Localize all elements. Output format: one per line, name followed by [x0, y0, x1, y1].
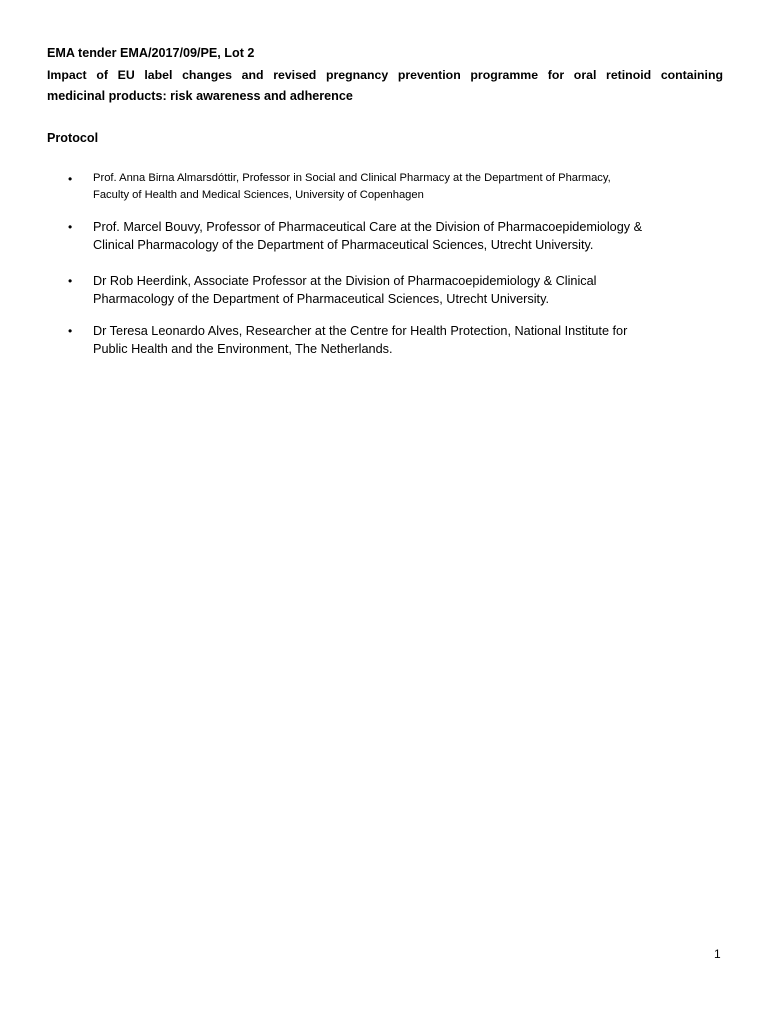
- author-entry-text: Dr Rob Heerdink, Associate Professor at the Division of Pharmacoepidemiology & Clinical Pharmacology of the Department of Pharmaceutical Sciences, Utrecht University.: [93, 274, 597, 306]
- section-heading-protocol: Protocol: [47, 131, 99, 145]
- author-entry-text: Prof. Marcel Bouvy, Professor of Pharmaceutical Care at the Division of Pharmacoepidemiology & Clinical Pharmacology of the Department of Pharmaceutical Sciences, Utrecht University.: [93, 220, 643, 252]
- bullet-icon: •: [68, 274, 73, 288]
- tender-reference: EMA tender EMA/2017/09/PE, Lot 2: [47, 46, 255, 60]
- document-title-line-2: medicinal products: risk awareness and adherence: [47, 89, 353, 103]
- document-title-line-1: Impact of EU label changes and revised pregnancy prevention programme for oral retinoid containing: [47, 68, 723, 82]
- author-entry-text: Dr Teresa Leonardo Alves, Researcher at the Centre for Health Protection, National Institute for Public Health and the Environment, The Netherlands.: [93, 324, 628, 356]
- author-entry-text: Prof. Anna Birna Almarsdóttir, Professor in Social and Clinical Pharmacy at the Department of Pharmacy, Faculty of Health and Medical Sciences, University of Copenhagen: [93, 172, 611, 201]
- bullet-icon: •: [68, 324, 73, 338]
- bullet-icon: •: [68, 172, 73, 186]
- bullet-icon: •: [68, 220, 73, 234]
- page-number: 1: [714, 947, 721, 961]
